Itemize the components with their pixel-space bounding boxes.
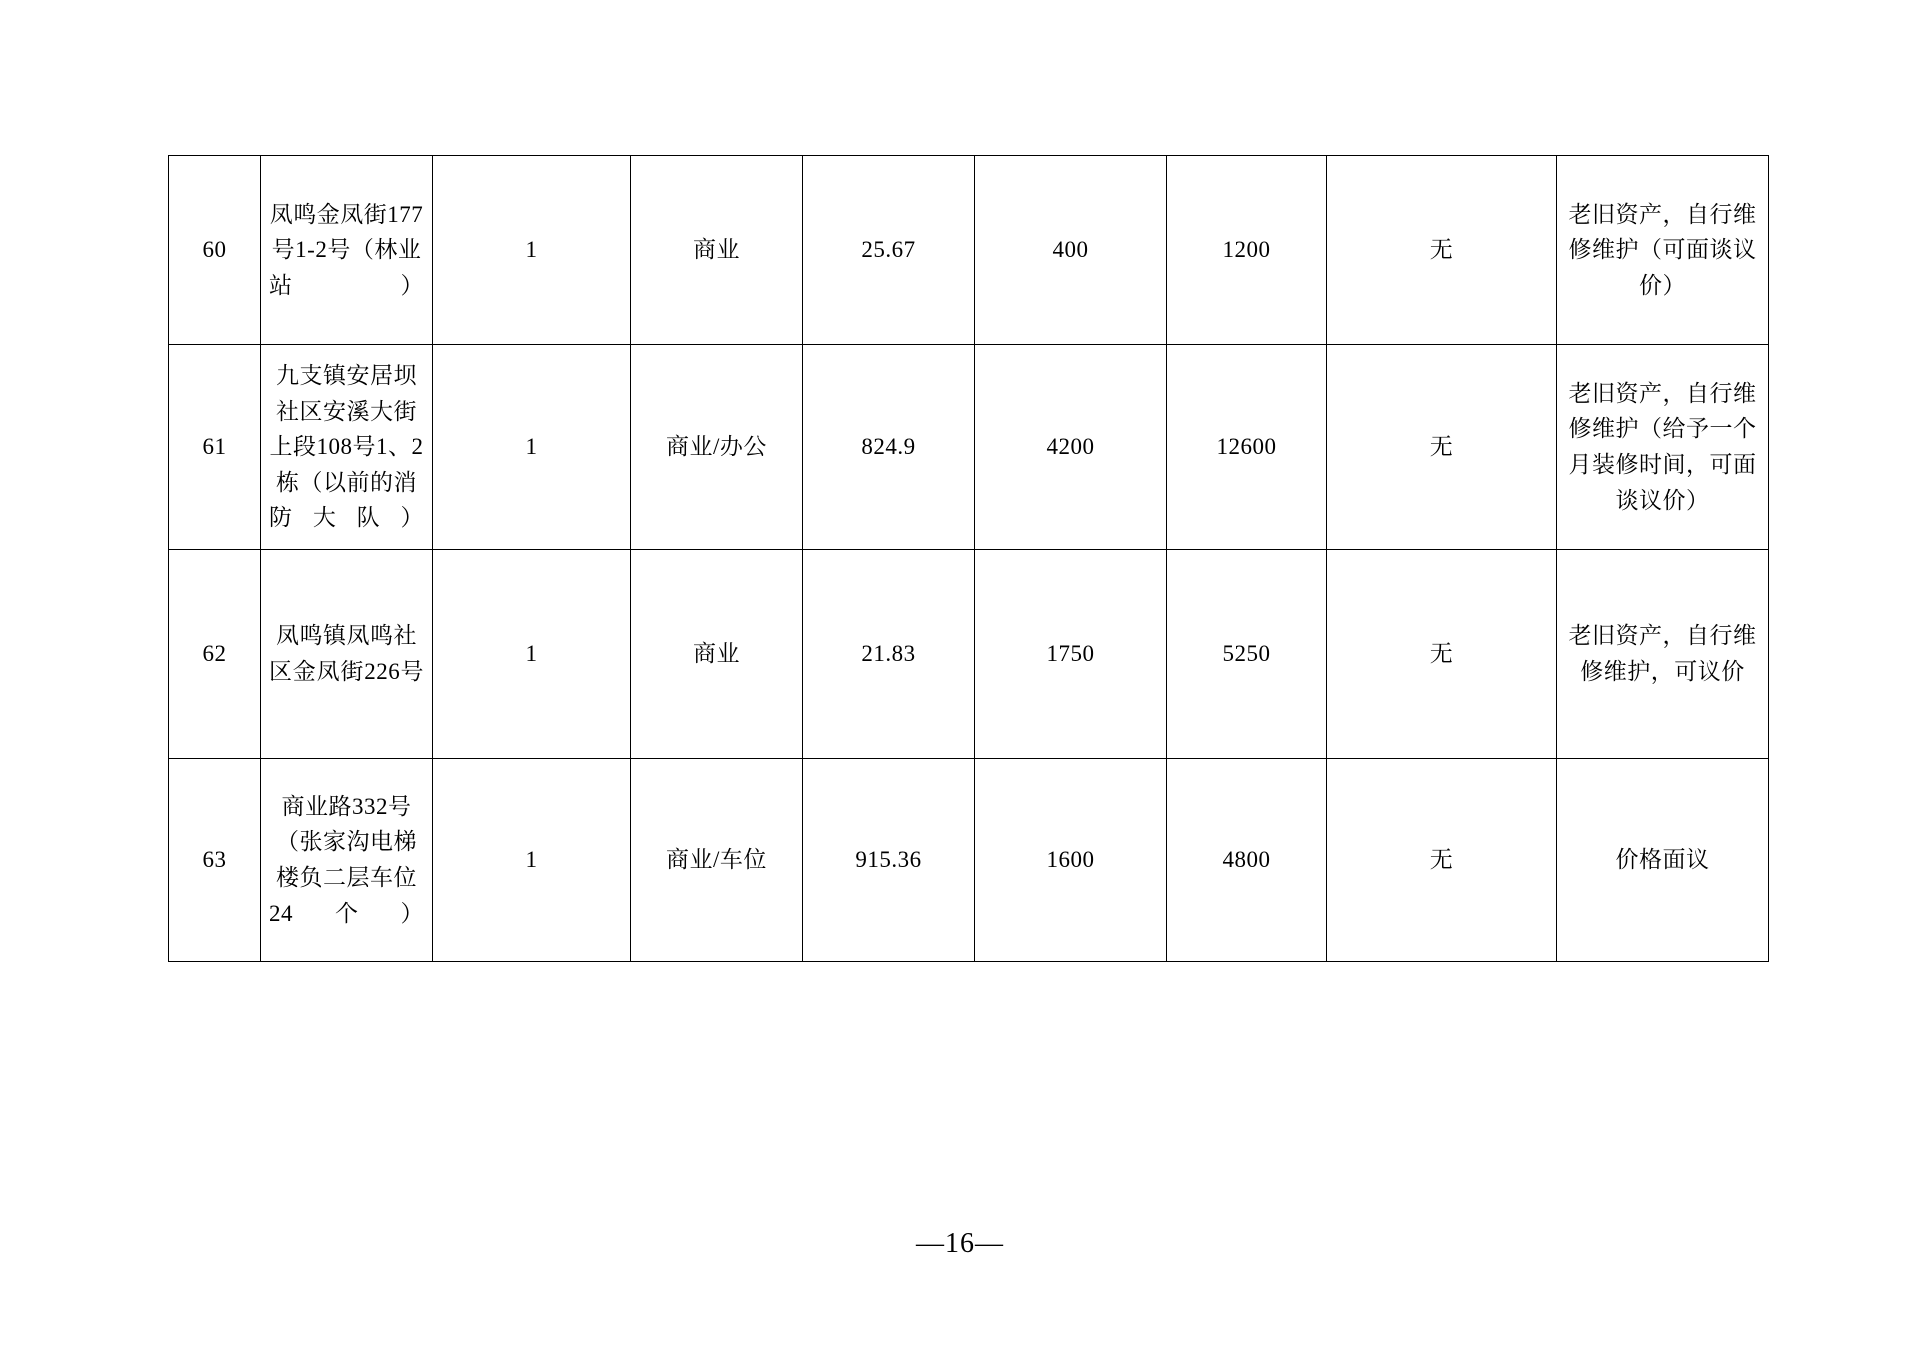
- cell-type: 商业: [631, 550, 803, 759]
- cell-no: 60: [169, 156, 261, 345]
- cell-deposit: 无: [1327, 156, 1557, 345]
- cell-total-price: 5250: [1167, 550, 1327, 759]
- cell-count: 1: [433, 156, 631, 345]
- cell-unit-price: 4200: [975, 345, 1167, 550]
- cell-area: 21.83: [803, 550, 975, 759]
- cell-type: 商业/车位: [631, 759, 803, 962]
- cell-count: 1: [433, 550, 631, 759]
- cell-area: 915.36: [803, 759, 975, 962]
- cell-unit-price: 400: [975, 156, 1167, 345]
- table-row: [169, 550, 1769, 759]
- cell-count: 1: [433, 345, 631, 550]
- cell-no: 61: [169, 345, 261, 550]
- cell-total-price: 1200: [1167, 156, 1327, 345]
- cell-type: 商业/办公: [631, 345, 803, 550]
- cell-area: 824.9: [803, 345, 975, 550]
- cell-unit-price: 1750: [975, 550, 1167, 759]
- page-number: —16—: [916, 1228, 1004, 1259]
- cell-address: 九支镇安居坝社区安溪大街上段108号1、2栋（以前的消防大队）: [261, 345, 433, 550]
- cell-total-price: 4800: [1167, 759, 1327, 962]
- cell-deposit: 无: [1327, 345, 1557, 550]
- cell-remark: 老旧资产，自行维修维护，可议价: [1557, 550, 1769, 759]
- cell-no: 62: [169, 550, 261, 759]
- table-row: [169, 345, 1769, 550]
- cell-remark: 老旧资产，自行维修维护（给予一个月装修时间，可面谈议价）: [1557, 345, 1769, 550]
- cell-area: 25.67: [803, 156, 975, 345]
- cell-address: 凤鸣金凤街177号1-2号（林业站）: [261, 156, 433, 345]
- cell-deposit: 无: [1327, 759, 1557, 962]
- cell-total-price: 12600: [1167, 345, 1327, 550]
- cell-address: 凤鸣镇凤鸣社区金凤街226号: [261, 550, 433, 759]
- cell-count: 1: [433, 759, 631, 962]
- table-row: [169, 156, 1769, 345]
- cell-address: 商业路332号（张家沟电梯楼负二层车位24个）: [261, 759, 433, 962]
- asset-listing-table: [168, 155, 1769, 962]
- asset-listing-table-wrapper: [168, 155, 1768, 962]
- cell-deposit: 无: [1327, 550, 1557, 759]
- table-row: [169, 759, 1769, 962]
- cell-no: 63: [169, 759, 261, 962]
- cell-unit-price: 1600: [975, 759, 1167, 962]
- cell-remark: 价格面议: [1557, 759, 1769, 962]
- cell-remark: 老旧资产，自行维修维护（可面谈议价）: [1557, 156, 1769, 345]
- cell-type: 商业: [631, 156, 803, 345]
